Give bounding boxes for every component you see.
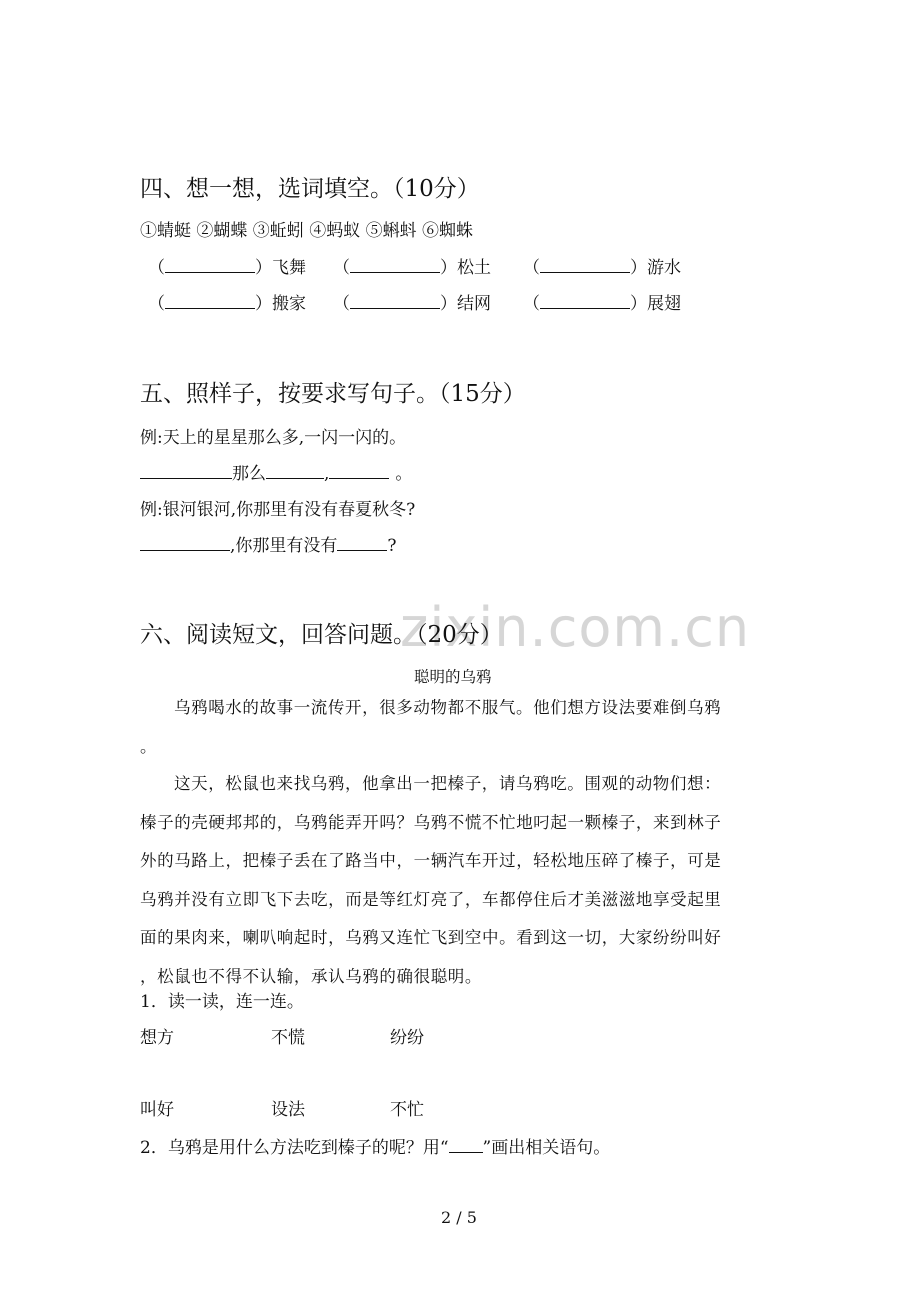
paragraph-line: ，松鼠也不得不认输，承认乌鸦的确很聪明。 bbox=[140, 966, 482, 986]
comma: , bbox=[324, 464, 330, 484]
fill-item bbox=[523, 253, 681, 278]
answer-blank[interactable] bbox=[266, 462, 324, 479]
fill-item bbox=[148, 253, 306, 278]
answer-blank[interactable] bbox=[165, 256, 255, 273]
line-text: 这天，松鼠也来找乌鸦，他拿出一把榛子，请乌鸦吃。围观的动物们想： bbox=[174, 774, 722, 793]
answer-blank[interactable] bbox=[540, 292, 630, 309]
fill-item bbox=[148, 289, 306, 314]
fill-item bbox=[333, 253, 491, 278]
fill-word: 结网 bbox=[457, 294, 491, 314]
paren-close: ） bbox=[440, 294, 457, 314]
period: 。 bbox=[395, 464, 413, 484]
paragraph-line bbox=[140, 689, 780, 728]
paragraph-line bbox=[140, 765, 780, 804]
paren-close: ） bbox=[440, 258, 457, 278]
example-1: 例:天上的星星那么多,一闪一闪的。 bbox=[140, 428, 407, 448]
match-word[interactable]: 设法 bbox=[271, 1100, 305, 1120]
match-word[interactable]: 不忙 bbox=[390, 1100, 424, 1120]
fill-word: 松土 bbox=[457, 258, 491, 278]
story-paragraph-2 bbox=[140, 765, 780, 997]
answer-blank[interactable] bbox=[140, 534, 230, 551]
line-text: 乌鸦喝水的故事一流传开，很多动物都不服气。他们想方设法要难倒乌鸦 bbox=[174, 698, 722, 717]
fill-sentence-1 bbox=[140, 459, 412, 484]
question-text: 2．乌鸦是用什么方法吃到榛子的呢？用“ bbox=[140, 1138, 449, 1158]
fill-word: 游水 bbox=[647, 258, 681, 278]
match-word[interactable]: 纷纷 bbox=[390, 1028, 424, 1048]
fill-sentence-2 bbox=[140, 531, 397, 556]
answer-blank[interactable] bbox=[337, 534, 387, 551]
paragraph-line: 外的马路上，把榛子丢在了路当中，一辆汽车开过，轻松地压碎了榛子，可是 bbox=[140, 851, 722, 871]
section-4-title: 四、想一想，选词填空。（10分） bbox=[140, 176, 480, 202]
paren-open: （ bbox=[148, 258, 165, 278]
word-options: ①蜻蜓 ②蝴蝶 ③蚯蚓 ④蚂蚁 ⑤蝌蚪 ⑥蜘蛛 bbox=[140, 221, 474, 241]
section-6-title: 六、阅读短文，回答问题。（20分） bbox=[140, 622, 503, 648]
match-word[interactable]: 叫好 bbox=[140, 1100, 174, 1120]
fill-word: 搬家 bbox=[272, 294, 306, 314]
answer-blank[interactable] bbox=[350, 292, 440, 309]
fill-word: 展翅 bbox=[647, 294, 681, 314]
match-word[interactable]: 想方 bbox=[140, 1028, 174, 1048]
paren-close: ） bbox=[630, 258, 647, 278]
answer-blank[interactable] bbox=[540, 256, 630, 273]
fill-word: ,你那里有没有 bbox=[230, 536, 338, 556]
story-paragraph-1 bbox=[140, 689, 780, 766]
section-5-title: 五、照样子，按要求写句子。（15分） bbox=[140, 381, 526, 407]
answer-blank[interactable] bbox=[165, 292, 255, 309]
answer-blank[interactable] bbox=[350, 256, 440, 273]
answer-blank[interactable] bbox=[449, 1136, 483, 1153]
paren-open: （ bbox=[333, 294, 350, 314]
fill-item bbox=[333, 289, 491, 314]
page-number: 2 / 5 bbox=[441, 1208, 477, 1227]
answer-blank[interactable] bbox=[329, 462, 389, 479]
paragraph-line: 面的果肉来，喇叭响起时，乌鸦又连忙飞到空中。看到这一切，大家纷纷叫好 bbox=[140, 928, 722, 948]
question-text: ”画出相关语句。 bbox=[482, 1138, 611, 1158]
fill-word: 飞舞 bbox=[272, 258, 306, 278]
story-title: 聪明的乌鸦 bbox=[414, 668, 492, 686]
paren-open: （ bbox=[523, 258, 540, 278]
paragraph-line: 。 bbox=[140, 736, 158, 756]
question-mark: ? bbox=[387, 536, 397, 556]
match-word[interactable]: 不慌 bbox=[271, 1028, 305, 1048]
paren-close: ） bbox=[255, 258, 272, 278]
fill-item bbox=[523, 289, 681, 314]
question-1: 1．读一读，连一连。 bbox=[140, 992, 304, 1012]
fill-word: 那么 bbox=[232, 464, 266, 484]
paren-close: ） bbox=[255, 294, 272, 314]
paragraph-line: 乌鸦并没有立即飞下去吃，而是等红灯亮了，车都停住后才美滋滋地享受起里 bbox=[140, 889, 722, 909]
question-2 bbox=[140, 1133, 610, 1158]
answer-blank[interactable] bbox=[140, 462, 232, 479]
paren-close: ） bbox=[630, 294, 647, 314]
paragraph-line: 榛子的壳硬邦邦的，乌鸦能弄开吗？乌鸦不慌不忙地叼起一颗榛子，来到林子 bbox=[140, 812, 722, 832]
paren-open: （ bbox=[148, 294, 165, 314]
paren-open: （ bbox=[523, 294, 540, 314]
example-2: 例:银河银河,你那里有没有春夏秋冬? bbox=[140, 500, 416, 520]
watermark: zixin.com.cn bbox=[400, 596, 751, 659]
paren-open: （ bbox=[333, 258, 350, 278]
